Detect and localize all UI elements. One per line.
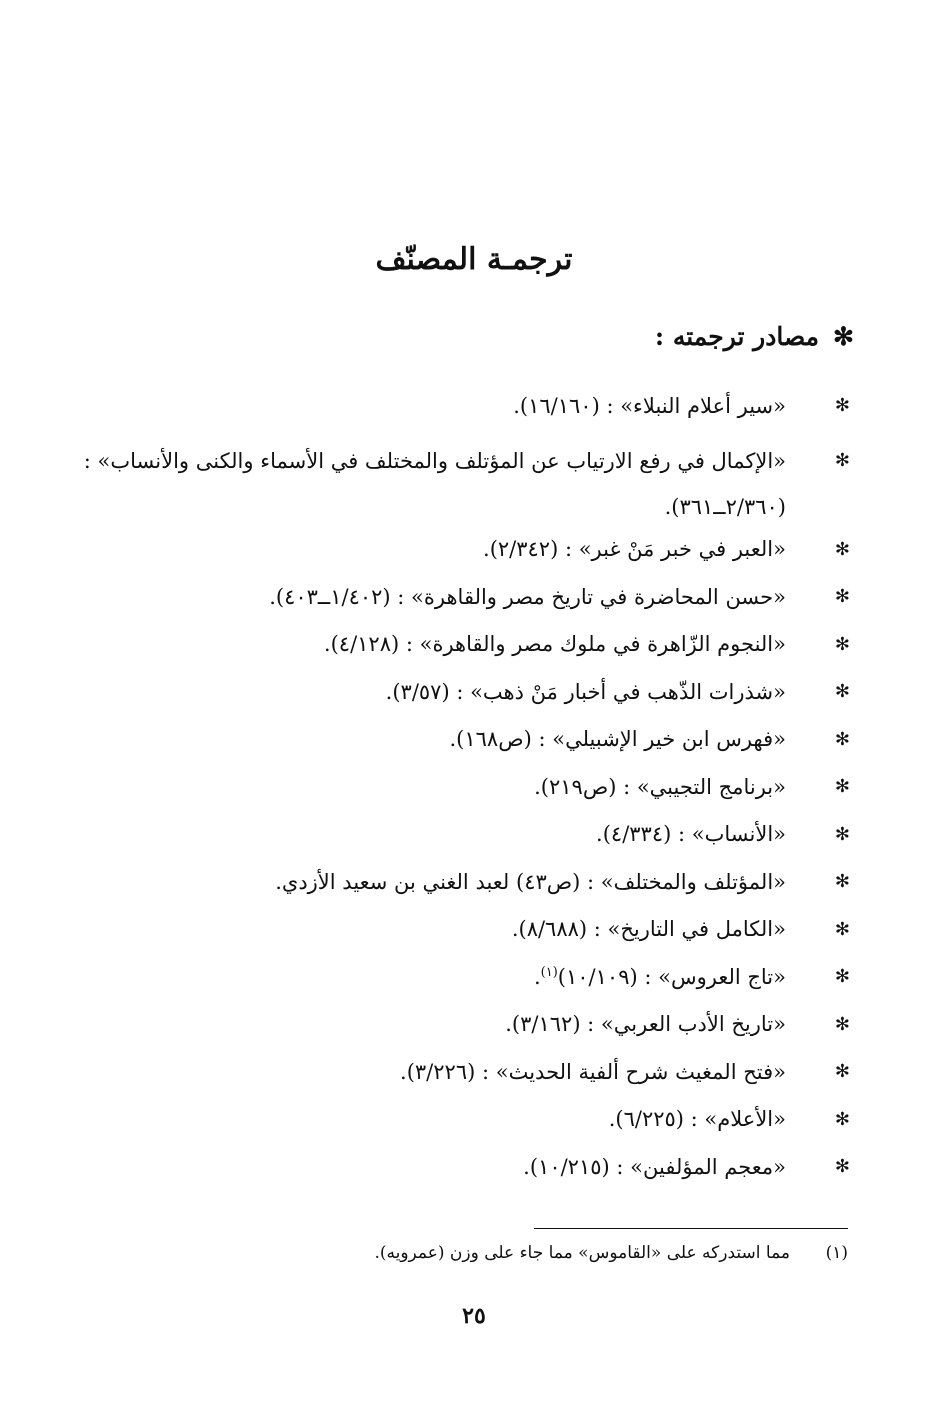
footnote-reference[interactable]: (١) <box>540 964 558 980</box>
asterisk-icon: ✻ <box>834 449 850 471</box>
source-text <box>30 965 786 989</box>
asterisk-icon: ✻ <box>834 918 850 940</box>
list-item <box>30 573 850 621</box>
asterisk-icon: ✻ <box>834 1108 850 1130</box>
list-item <box>30 526 850 574</box>
asterisk-icon: ✻ <box>834 823 850 845</box>
source-text: «العبر في خبر مَنْ غبر» : (٢/٣٤٢). <box>483 537 786 562</box>
source-text: «الإكمال في رفع الارتياب عن المؤتلف والمختلف في الأسماء والكنى والأنساب» : (٢/٣٦٠ــ٣٦١). <box>83 448 786 519</box>
list-item <box>30 811 850 859</box>
list-item <box>30 1143 850 1191</box>
source-text: «الأنساب» : (٤/٣٣٤). <box>596 822 786 847</box>
source-text: «معجم المؤلفين» : (١٠/٢١٥). <box>523 1154 786 1179</box>
list-item <box>30 858 850 906</box>
list-item <box>30 906 850 954</box>
source-text: «شذرات الذّهب في أخبار مَنْ ذهب» : (٣/٥٧). <box>385 679 786 704</box>
asterisk-icon: ✻ <box>834 728 850 750</box>
asterisk-icon: ✻ <box>834 538 850 560</box>
list-item <box>30 382 850 430</box>
list-item <box>30 430 850 526</box>
list-item <box>30 1096 850 1144</box>
footnote-divider <box>534 1228 848 1229</box>
source-text: «النجوم الزّاهرة في ملوك مصر والقاهرة» : (٤/١٢٨). <box>323 632 786 657</box>
source-text: «فهرس ابن خير الإشبيلي» : (ص١٦٨). <box>449 727 786 752</box>
asterisk-icon: ✻ <box>834 633 850 655</box>
asterisk-icon: ✻ <box>834 681 850 703</box>
list-item <box>30 953 850 1001</box>
list-item <box>30 1001 850 1049</box>
source-text: «حسن المحاضرة في تاريخ مصر والقاهرة» : (١/٤٠٢ــ٤٠٣). <box>269 584 786 609</box>
source-text: «الأعلام» : (٦/٢٢٥). <box>608 1107 786 1132</box>
asterisk-icon: ✻ <box>834 395 850 417</box>
source-text: «سير أعلام النبلاء» : (١٦/١٦٠). <box>513 393 786 418</box>
asterisk-icon: ✻ <box>834 586 850 608</box>
section-heading <box>94 322 854 351</box>
source-text: «الكامل في التاريخ» : (٨/٦٨٨). <box>511 917 786 942</box>
footnote-text: مما استدركه على «القاموس» مما جاء على وزن (عمرويه). <box>374 1243 790 1263</box>
page-title: ترجمـة المصنّف <box>375 242 573 278</box>
section-heading-text: مصادر ترجمته : <box>654 322 820 351</box>
source-text: «برنامج التجيبي» : (ص٢١٩). <box>534 774 786 799</box>
asterisk-icon: ✻ <box>834 1061 850 1083</box>
list-item <box>30 716 850 764</box>
asterisk-icon: ✻ <box>834 1156 850 1178</box>
asterisk-icon: ✻ <box>834 966 850 988</box>
asterisk-icon: ✻ <box>834 1013 850 1035</box>
page-number: ٢٥ <box>462 1303 486 1329</box>
asterisk-icon: ✻ <box>834 871 850 893</box>
asterisk-icon: ✻ <box>834 776 850 798</box>
source-text-end: . <box>533 964 541 989</box>
asterisk-icon: ✻ <box>833 322 854 351</box>
source-text: «فتح المغيث شرح ألفية الحديث» : (٣/٢٢٦). <box>400 1059 786 1084</box>
source-text: «تاريخ الأدب العربي» : (٣/١٦٢). <box>505 1012 786 1037</box>
sources-list <box>30 382 850 1191</box>
list-item <box>30 1048 850 1096</box>
footnote-marker: (١) <box>825 1243 848 1263</box>
source-text: «المؤتلف والمختلف» : (ص٤٣) لعبد الغني بن سعيد الأزدي. <box>275 869 786 894</box>
list-item <box>30 668 850 716</box>
list-item <box>30 621 850 669</box>
source-text-main: «تاج العروس» : (١٠/١٠٩) <box>557 964 786 989</box>
list-item <box>30 763 850 811</box>
footnote <box>88 1243 848 1263</box>
